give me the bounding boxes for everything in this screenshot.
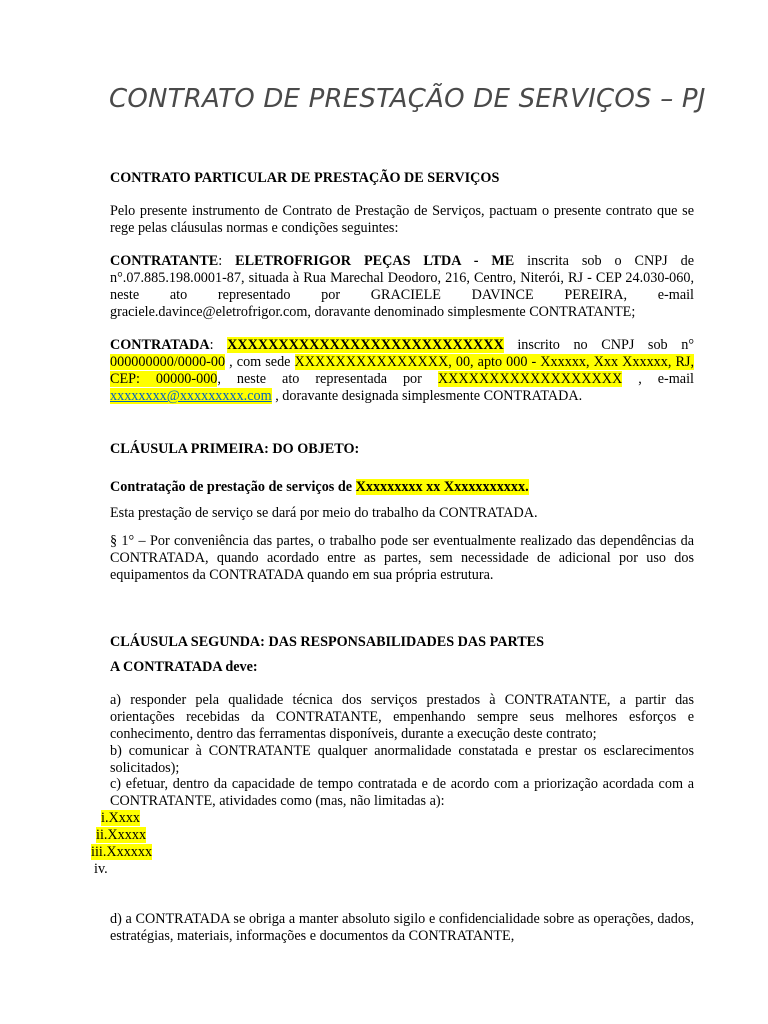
item-b: b) comunicar à CONTRATANTE qualquer anormalidade constatada e prestar os esclarecimentos solicitados); xyxy=(110,743,694,776)
clausula1-paragraph-2: § 1° – Por conveniência das partes, o trabalho pode ser eventualmente realizado das dependências da CONTRATADA, quando acordado entre as partes, sem necessidade de adicional por uso dos equipamentos da CONTRATADA quando em sua própria estrutura. xyxy=(110,533,694,583)
subitem-i xyxy=(101,810,140,827)
clausula2-subheading: A CONTRATADA deve: xyxy=(110,659,258,675)
clausula1-heading: CLÁUSULA PRIMEIRA: DO OBJETO: xyxy=(110,441,360,457)
contratada-email-link[interactable]: xxxxxxxx@xxxxxxxxx.com xyxy=(110,388,272,404)
item-c: c) efetuar, dentro da capacidade de tempo contratada e de acordo com a priorização acordada com a CONTRATANTE, atividades como (mas, não limitadas a): xyxy=(110,776,694,809)
contratada-text-3: , neste ato representada por xyxy=(217,371,438,387)
subitem-i-text: i.Xxxx xyxy=(101,810,141,826)
contratante-paragraph xyxy=(110,253,694,321)
subitem-iii xyxy=(91,844,152,861)
contratada-paragraph xyxy=(110,337,694,405)
contratada-text-2: , com sede xyxy=(225,354,295,370)
item-a: a) responder pela qualidade técnica dos serviços prestados à CONTRATANTE, a partir das orientações recebidas da CONTRATANTE, empenhando sempre seus melhores esforços e conhecimento, dentro das ferramentas disponíveis, durante a execução deste contrato; xyxy=(110,692,694,742)
intro-paragraph: Pelo presente instrumento de Contrato de Prestação de Serviços, pactuam o presente contrato que se rege pelas cláusulas normas e condições seguintes: xyxy=(110,203,694,236)
subitem-ii-text: ii.Xxxxx xyxy=(96,827,147,843)
item-d: d) a CONTRATADA se obriga a manter absoluto sigilo e confidencialidade sobre as operações, dados, estratégias, materiais, informações e documentos da CONTRATANTE, xyxy=(110,911,694,944)
contratada-text-1: inscrito no CNPJ sob n° xyxy=(503,337,694,353)
contratada-sep: : xyxy=(209,337,228,353)
clausula1-paragraph-1: Esta prestação de serviço se dará por meio do trabalho da CONTRATADA. xyxy=(110,505,538,521)
contract-subtitle: CONTRATO PARTICULAR DE PRESTAÇÃO DE SERVIÇOS xyxy=(110,170,500,186)
contratante-label: CONTRATANTE xyxy=(110,253,219,269)
subitem-ii xyxy=(96,827,146,844)
subitem-iv: iv. xyxy=(94,861,108,877)
contratante-details: inscrita sob o CNPJ de n°.07.885.198.0001-87, situada à Rua Marechal Deodoro, 216, Centro, Niterói, RJ - CEP 24.030-060, neste ato representado por GRACIELE DAVINCE PEREIRA, e-mail graciele.davince@eletrofrigor.com, doravante denominado simplesmente CONTRATANTE; xyxy=(110,253,694,320)
contratada-name-placeholder: XXXXXXXXXXXXXXXXXXXXXXXXXXX xyxy=(227,337,504,353)
contratada-cnpj-placeholder: 000000000/0000-00 xyxy=(110,354,226,370)
contratada-rep-placeholder: XXXXXXXXXXXXXXXXXX xyxy=(437,371,623,387)
clausula2-heading: CLÁUSULA SEGUNDA: DAS RESPONSABILIDADES DAS PARTES xyxy=(110,634,545,650)
contratante-sep: : xyxy=(218,253,236,269)
object-line xyxy=(110,479,694,496)
contratada-label: CONTRATADA xyxy=(110,337,210,353)
contratada-text-4: , e-mail xyxy=(622,371,694,387)
contratante-name: ELETROFRIGOR PEÇAS LTDA - ME xyxy=(235,253,515,269)
object-value-placeholder: Xxxxxxxxx xx Xxxxxxxxxxx. xyxy=(355,479,529,495)
document-title: CONTRATO DE PRESTAÇÃO DE SERVIÇOS – PJ xyxy=(109,84,706,114)
subitem-iii-text: iii.Xxxxxx xyxy=(91,844,153,860)
contratada-address-placeholder: XXXXXXXXXXXXXXX, 00, apto 000 - Xxxxxx, Xxx Xxxxxx, RJ, CEP: 00000-000 xyxy=(110,354,694,387)
contratada-text-5: , doravante designada simplesmente CONTRATADA. xyxy=(271,388,583,404)
object-prefix: Contratação de prestação de serviços de xyxy=(110,479,356,495)
